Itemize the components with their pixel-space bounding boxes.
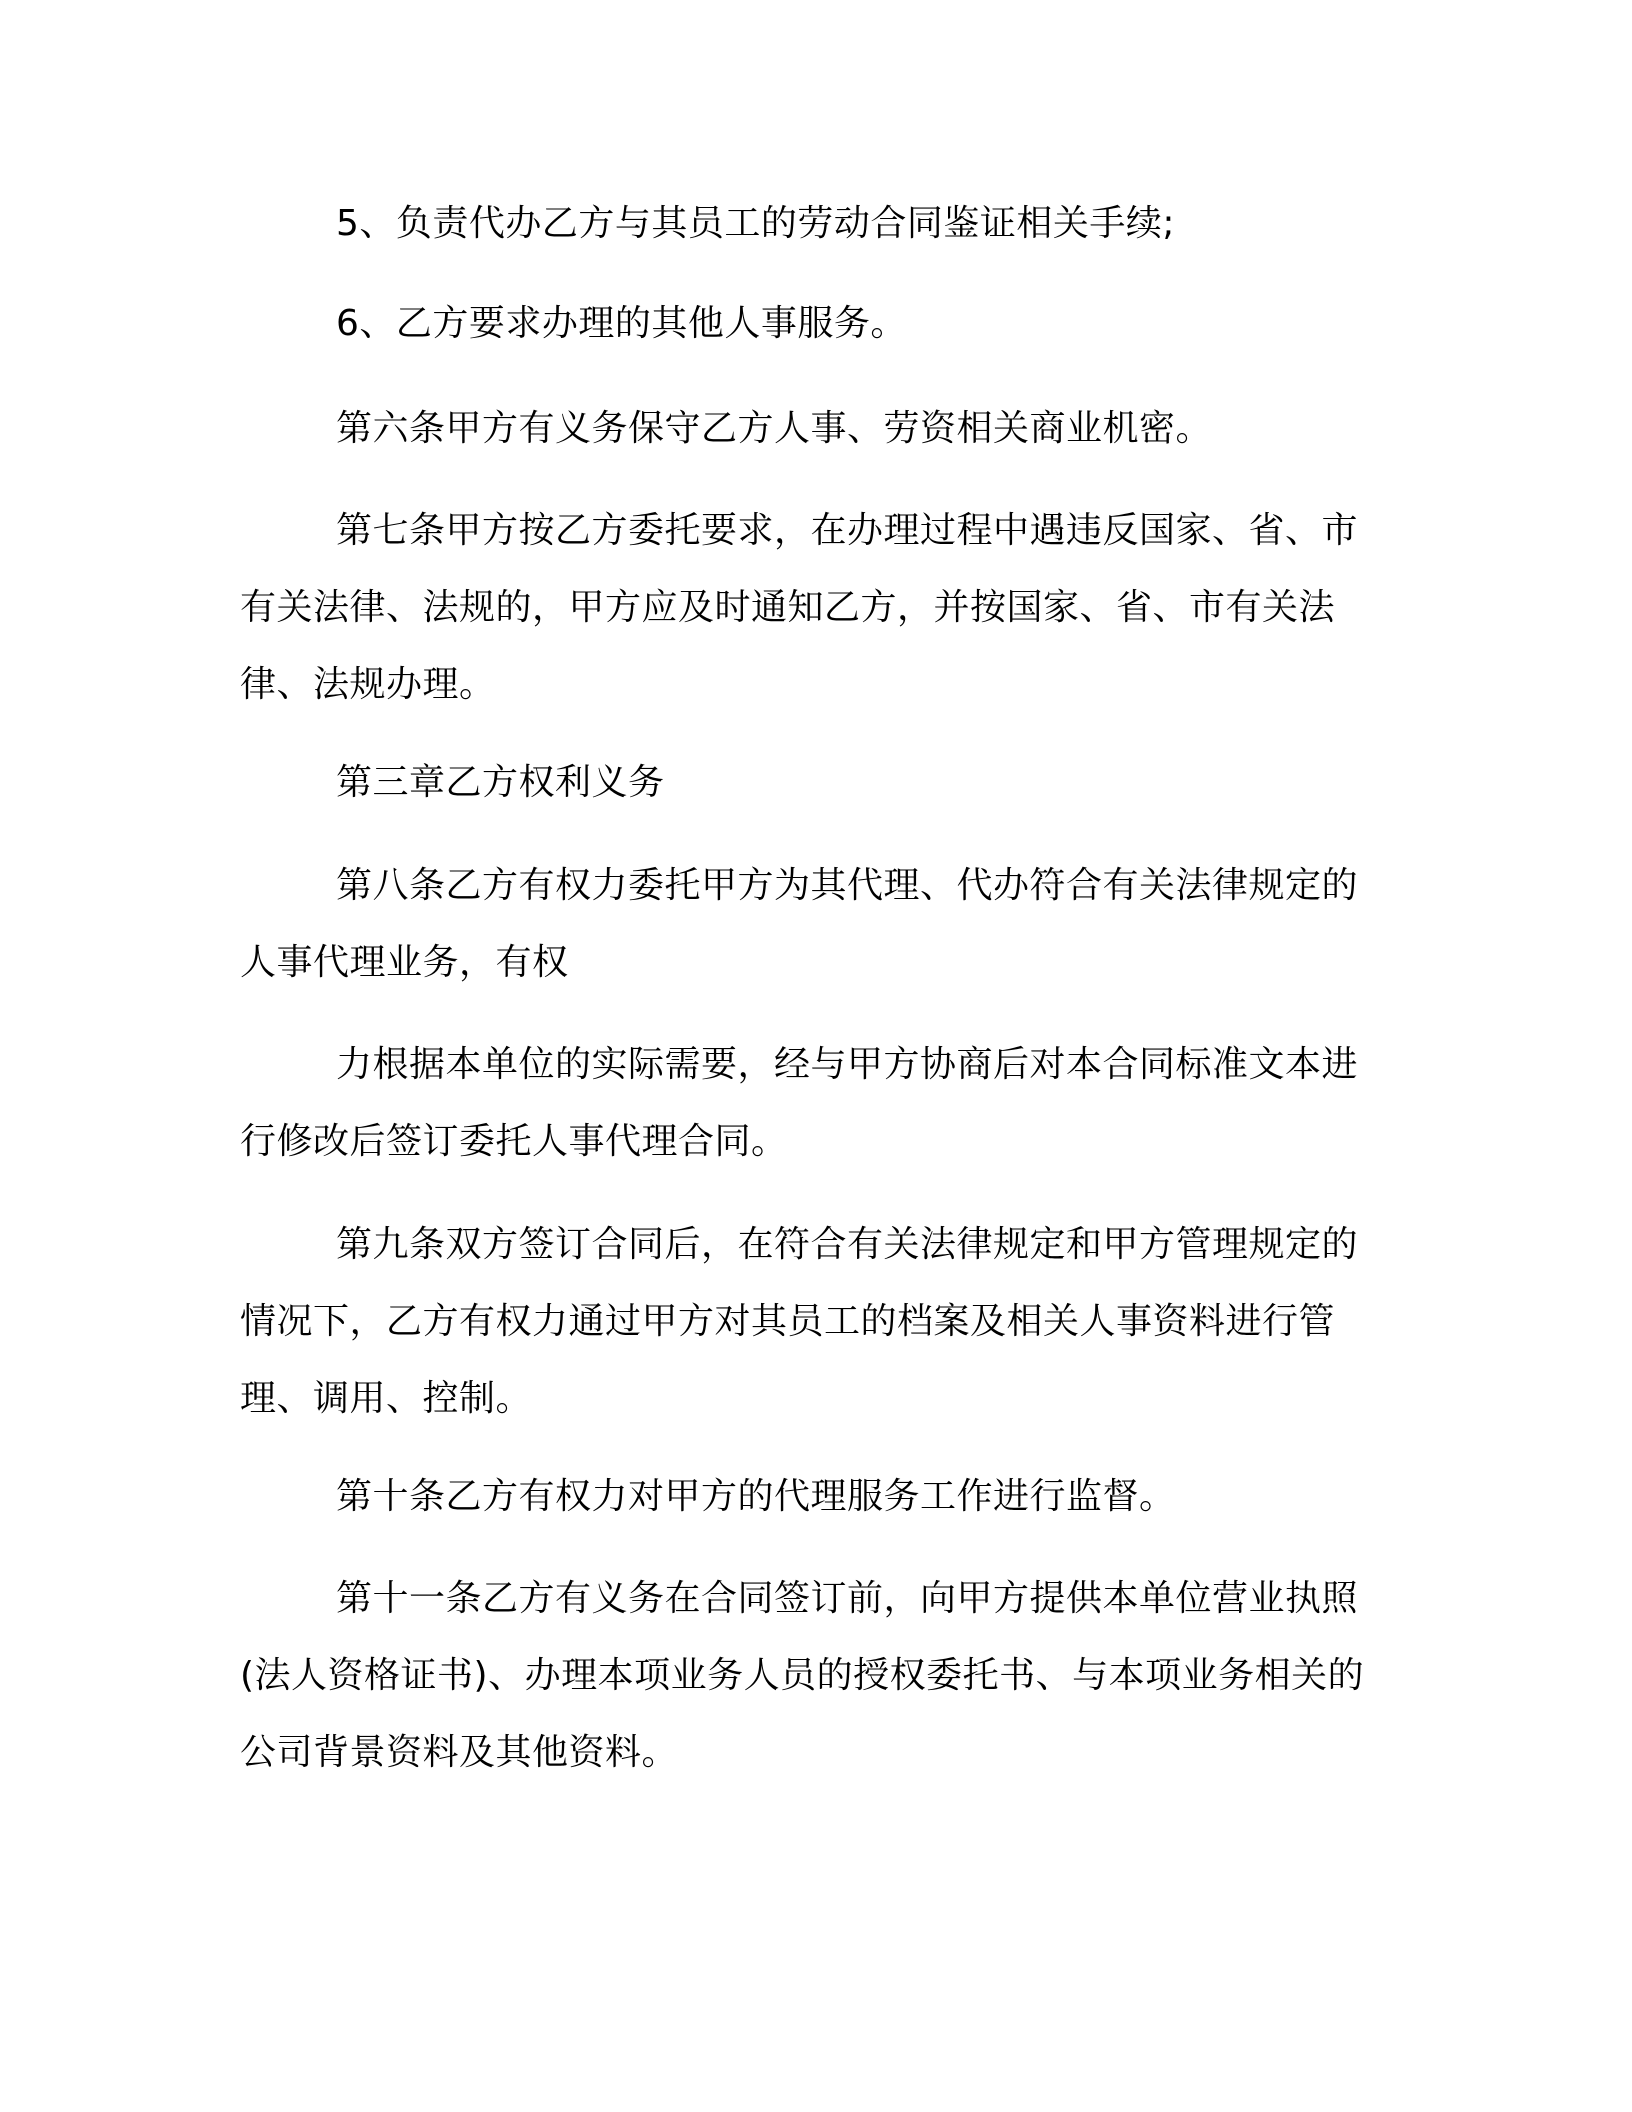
paragraph-article-6: 第六条甲方有义务保守乙方人事、劳资相关商业机密。 [336,408,1213,449]
paragraph-article-7: 第七条甲方按乙方委托要求，在办理过程中遇违反国家、省、市有关法律、法规的，甲方应及时通知乙方，并按国家、省、市有关法律、法规办理。 [240,510,1359,705]
paragraph-article-8-continued: 力根据本单位的实际需要，经与甲方协商后对本合同标准文本进行修改后签订委托人事代理合同。 [240,1044,1359,1162]
paragraph-article-11: 第十一条乙方有义务在合同签订前，向甲方提供本单位营业执照(法人资格证书)、办理本项业务人员的授权委托书、与本项业务相关的公司背景资料及其他资料。 [240,1578,1365,1773]
paragraph-item-6: 6、乙方要求办理的其他人事服务。 [336,303,907,344]
paragraph-article-10: 第十条乙方有权力对甲方的代理服务工作进行监督。 [336,1476,1176,1517]
paragraph-item-5: 5、负责代办乙方与其员工的劳动合同鉴证相关手续; [336,203,1176,244]
chapter-heading-3: 第三章乙方权利义务 [336,762,665,803]
paragraph-article-8: 第八条乙方有权力委托甲方为其代理、代办符合有关法律规定的人事代理业务，有权 [240,865,1359,983]
paragraph-article-9: 第九条双方签订合同后，在符合有关法律规定和甲方管理规定的情况下，乙方有权力通过甲方对其员工的档案及相关人事资料进行管理、调用、控制。 [240,1224,1359,1419]
